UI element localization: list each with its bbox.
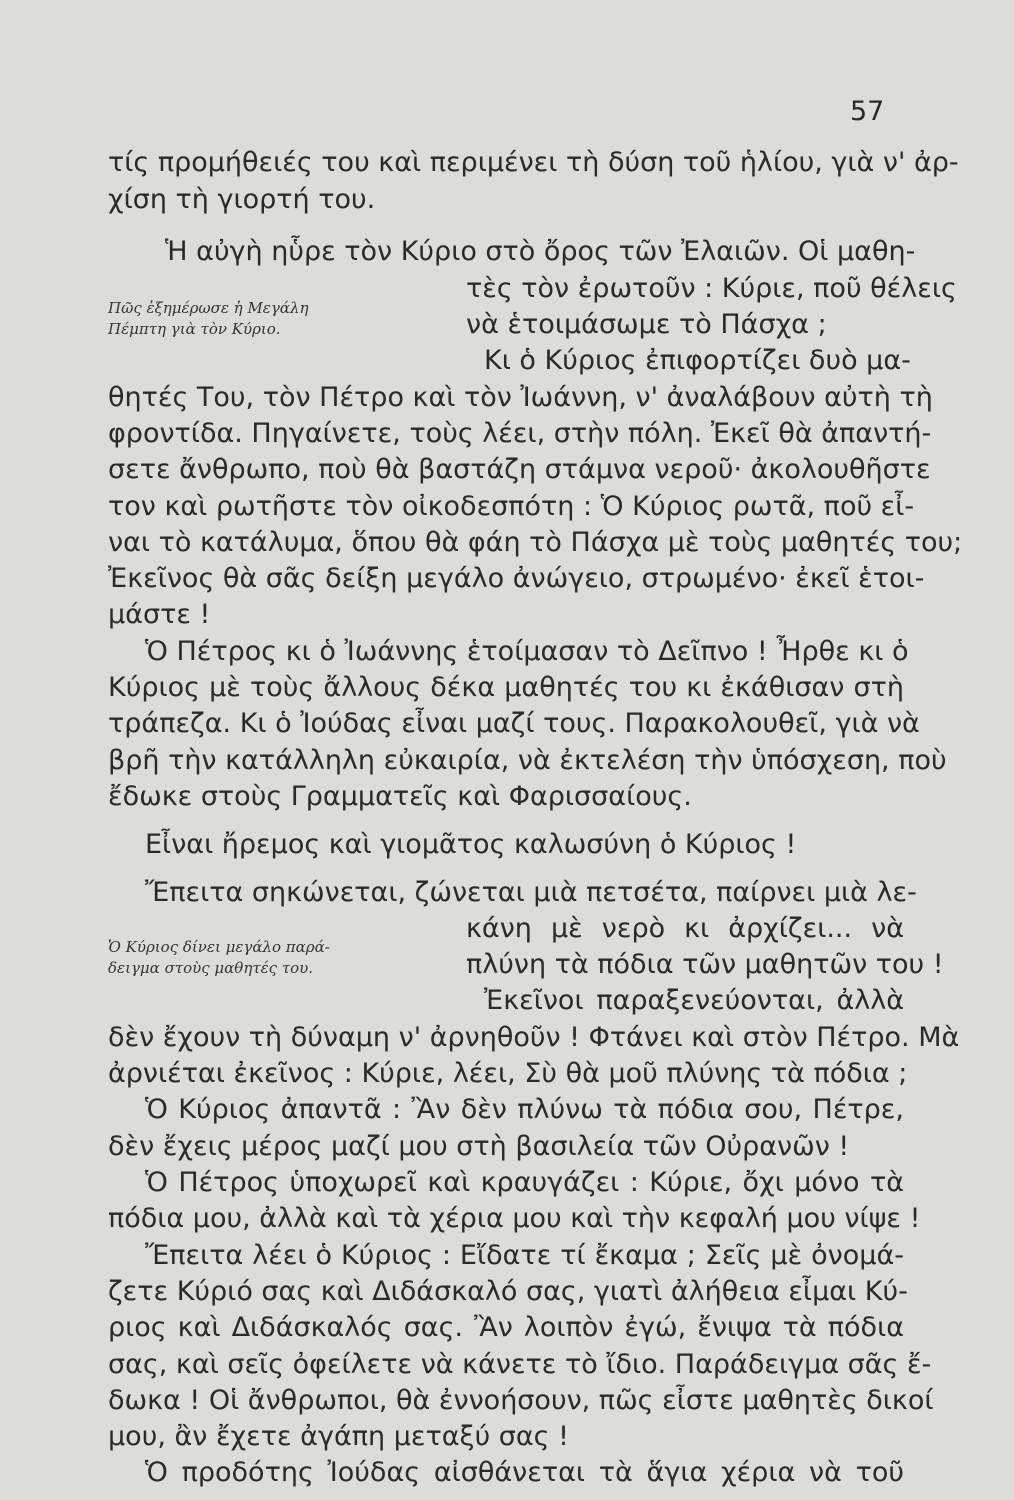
text-line: μου, ἂν ἔχετε ἀγάπη μεταξύ σας !	[108, 1421, 569, 1452]
text-line: Ἐκεῖνος θὰ σᾶς δείξη μεγάλο ἀνώγειο, στρωμένο· ἐκεῖ ἑτοι-	[108, 563, 925, 594]
sidenote-2-line-1: Ὁ Κύριος δίνει μεγάλο παρά-	[108, 938, 330, 956]
text-line: χίση τὴ γιορτή του.	[108, 184, 376, 215]
text-line: Ἔπειτα σηκώνεται, ζώνεται μιὰ πετσέτα, παίρνει μιὰ λε-	[145, 877, 917, 908]
text-line: ριος καὶ Διδάσκαλός σας. Ἂν λοιπὸν ἐγώ, ἔνιψα τὰ πόδια	[108, 1312, 904, 1343]
text-line: θητές Του, τὸν Πέτρο καὶ τὸν Ἰωάννη, ν' ἀναλάβουν αὐτὴ τὴ	[108, 382, 933, 413]
text-line: Ὁ Πέτρος ὑποχωρεῖ καὶ κραυγάζει : Κύριε, ὄχι μόνο τὰ	[145, 1167, 904, 1198]
text-line: Ὁ προδότης Ἰούδας αἰσθάνεται τὰ ἅγια χέρια νὰ τοῦ	[145, 1457, 904, 1488]
text-line: φροντίδα. Πηγαίνετε, τοὺς λέει, στὴν πόλη. Ἐκεῖ θὰ ἀπαντή-	[108, 418, 932, 449]
text-line: δὲν ἔχεις μέρος μαζί μου στὴ βασιλεία τῶν Οὐρανῶν !	[108, 1131, 850, 1162]
text-line: τράπεζα. Κι ὁ Ἰούδας εἶναι μαζί τους. Παρακολουθεῖ, γιὰ νὰ	[108, 708, 920, 739]
text-line: Ὁ Πέτρος κι ὁ Ἰωάννης ἑτοίμασαν τὸ Δεῖπνο ! Ἦρθε κι ὁ	[145, 636, 909, 667]
sidenote-1-line-1: Πῶς ἐξημέρωσε ἡ Μεγάλη	[108, 299, 309, 317]
text-line: Κι ὁ Κύριος ἐπιφορτίζει δυὸ μα-	[484, 345, 911, 376]
text-line: ναι τὸ κατάλυμα, ὅπου θὰ φάη τὸ Πάσχα μὲ τοὺς μαθητές του;	[108, 527, 963, 558]
text-line: Ἔπειτα λέει ὁ Κύριος : Εἴδατε τί ἔκαμα ; Σεῖς μὲ ὀνομά-	[145, 1240, 904, 1271]
text-line: ἀρνιέται ἐκεῖνος : Κύριε, λέει, Σὺ θὰ μοῦ πλύνης τὰ πόδια ;	[108, 1058, 908, 1089]
text-line: σας, καὶ σεῖς ὀφείλετε νὰ κάνετε τὸ ἴδιο. Παράδειγμα σᾶς ἔ-	[108, 1349, 932, 1380]
text-line: τον καὶ ρωτῆστε τὸν οἰκοδεσπότη : Ὁ Κύριος ρωτᾶ, ποῦ εἶ-	[108, 491, 915, 522]
text-line: Εἶναι ἤρεμος καὶ γιομᾶτος καλωσύνη ὁ Κύριος !	[145, 829, 797, 860]
text-line: κάνη μὲ νερὸ κι ἀρχίζει... νὰ	[466, 913, 904, 944]
text-line: ἔδωκε στοὺς Γραμματεῖς καὶ Φαρισσαίους.	[108, 781, 692, 812]
text-line: τίς προμήθειές του καὶ περιμένει τὴ δύση τοῦ ἡλίου, γιὰ ν' ἀρ-	[108, 147, 959, 178]
text-line: ζετε Κύριό σας καὶ Διδάσκαλό σας, γιατὶ ἀλήθεια εἶμαι Κύ-	[108, 1276, 908, 1307]
text-line: Ὁ Κύριος ἀπαντᾶ : Ἂν δὲν πλύνω τὰ πόδια σου, Πέτρε,	[145, 1094, 904, 1125]
text-line: βρῆ τὴν κατάλληλη εὐκαιρία, νὰ ἐκτελέση τὴν ὑπόσχεση, ποὺ	[108, 745, 947, 776]
text-line: πόδια μου, ἀλλὰ καὶ τὰ χέρια μου καὶ τὴν κεφαλή μου νίψε !	[108, 1203, 921, 1234]
text-line: τὲς τὸν ἐρωτοῦν : Κύριε, ποῦ θέλεις	[466, 273, 957, 304]
text-line: Ἐκεῖνοι παραξενεύονται, ἀλλὰ	[484, 985, 904, 1016]
page-number: 57	[850, 96, 885, 127]
sidenote-1-line-2: Πέμπτη γιὰ τὸν Κύριο.	[108, 320, 281, 338]
text-line: σετε ἄνθρωπο, ποὺ θὰ βαστάζη στάμνα νεροῦ· ἀκολουθῆστε	[108, 454, 931, 485]
text-line: δὲν ἔχουν τὴ δύναμη ν' ἀρνηθοῦν ! Φτάνει καὶ στὸν Πέτρο. Μὰ	[108, 1022, 960, 1053]
text-line: Ἡ αὐγὴ ηὗρε τὸν Κύριο στὸ ὄρος τῶν Ἐλαιῶν. Οἱ μαθη-	[165, 236, 916, 267]
text-line: μάστε !	[108, 599, 211, 630]
text-line: πλύνη τὰ πόδια τῶν μαθητῶν του !	[466, 949, 944, 980]
text-line: Κύριος μὲ τοὺς ἄλλους δέκα μαθητές του κι ἐκάθισαν στὴ	[108, 672, 904, 703]
text-line: νὰ ἑτοιμάσωμε τὸ Πάσχα ;	[466, 309, 827, 340]
sidenote-2-line-2: δειγμα στοὺς μαθητές του.	[108, 959, 314, 977]
text-line: δωκα ! Οἱ ἄνθρωποι, θὰ ἐννοήσουν, πῶς εἶστε μαθητὲς δικοί	[108, 1385, 934, 1416]
